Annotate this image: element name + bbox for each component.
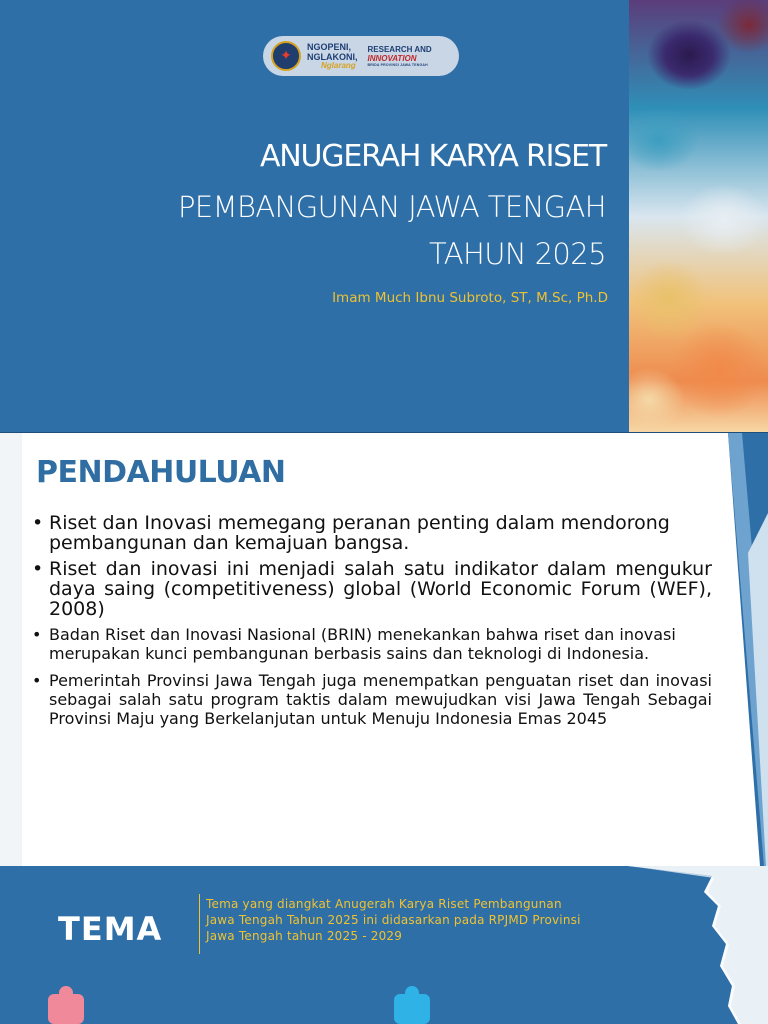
title-line-2: PEMBANGUNAN JAWA TENGAH <box>178 190 606 224</box>
title-line-3: TAHUN 2025 <box>428 237 606 271</box>
author-name: Imam Much Ibnu Subroto, ST, M.Sc, Ph.D <box>332 290 608 306</box>
list-item: • Riset dan inovasi ini menjadi salah satu indikator dalam mengukur daya saing (competitiveness) global (World Economic Forum (WEF), 2008) <box>32 559 712 619</box>
list-item: • Badan Riset dan Inovasi Nasional (BRIN) menekankan bahwa riset dan inovasi merupakan kunci pembangunan berbasis sains dan teknologi di Indonesia. <box>32 625 712 663</box>
decorative-stripes <box>728 433 768 866</box>
title-sub <box>178 184 606 278</box>
logo-text-1: NGOPENI, <box>307 42 352 52</box>
theme-slide <box>0 866 768 1024</box>
logo-text-5: BRIDA PROVINSI JAWA TENGAH <box>367 62 428 67</box>
logo-text-2: NGLAKONI, <box>307 52 358 62</box>
title-slide <box>0 0 768 433</box>
logo-text-4: INNOVATION <box>367 53 417 63</box>
section-heading: PENDAHULUAN <box>36 455 286 490</box>
introduction-slide <box>0 433 768 866</box>
logo-script: Nglarang <box>321 61 356 70</box>
list-item: • Riset dan Inovasi memegang peranan penting dalam mendorong pembangunan dan kemajuan bangsa. <box>32 513 712 553</box>
vertical-divider <box>199 894 200 954</box>
torn-paper-decoration <box>628 866 768 1024</box>
ngopeni-logo <box>307 42 358 70</box>
logo-text-3: RESEARCH AND <box>367 44 432 54</box>
title-main: ANUGERAH KARYA RISET <box>259 139 606 174</box>
theme-description: Tema yang diangkat Anugerah Karya Riset Pembangunan Jawa Tengah Tahun 2025 ini didasarkan pada RPJMD Provinsi Jawa Tengah tahun 2025 - 2029 <box>206 897 581 943</box>
province-emblem-icon: ✦ <box>271 41 301 71</box>
logo-banner <box>263 36 459 76</box>
theme-heading: TEMA <box>58 910 163 948</box>
abstract-artwork <box>629 0 768 433</box>
left-margin-strip <box>0 433 22 866</box>
puzzle-piece-icon <box>48 994 84 1024</box>
list-item: • Pemerintah Provinsi Jawa Tengah juga menempatkan penguatan riset dan inovasi sebagai salah satu program taktis dalam mewujudkan visi Jawa Tengah Sebagai Provinsi Maju yang Berkelanjutan untuk Menuju Indonesia Emas 2045 <box>32 671 712 728</box>
research-innovation-logo <box>368 45 432 68</box>
bullet-list <box>32 513 712 736</box>
puzzle-piece-icon <box>394 994 430 1024</box>
